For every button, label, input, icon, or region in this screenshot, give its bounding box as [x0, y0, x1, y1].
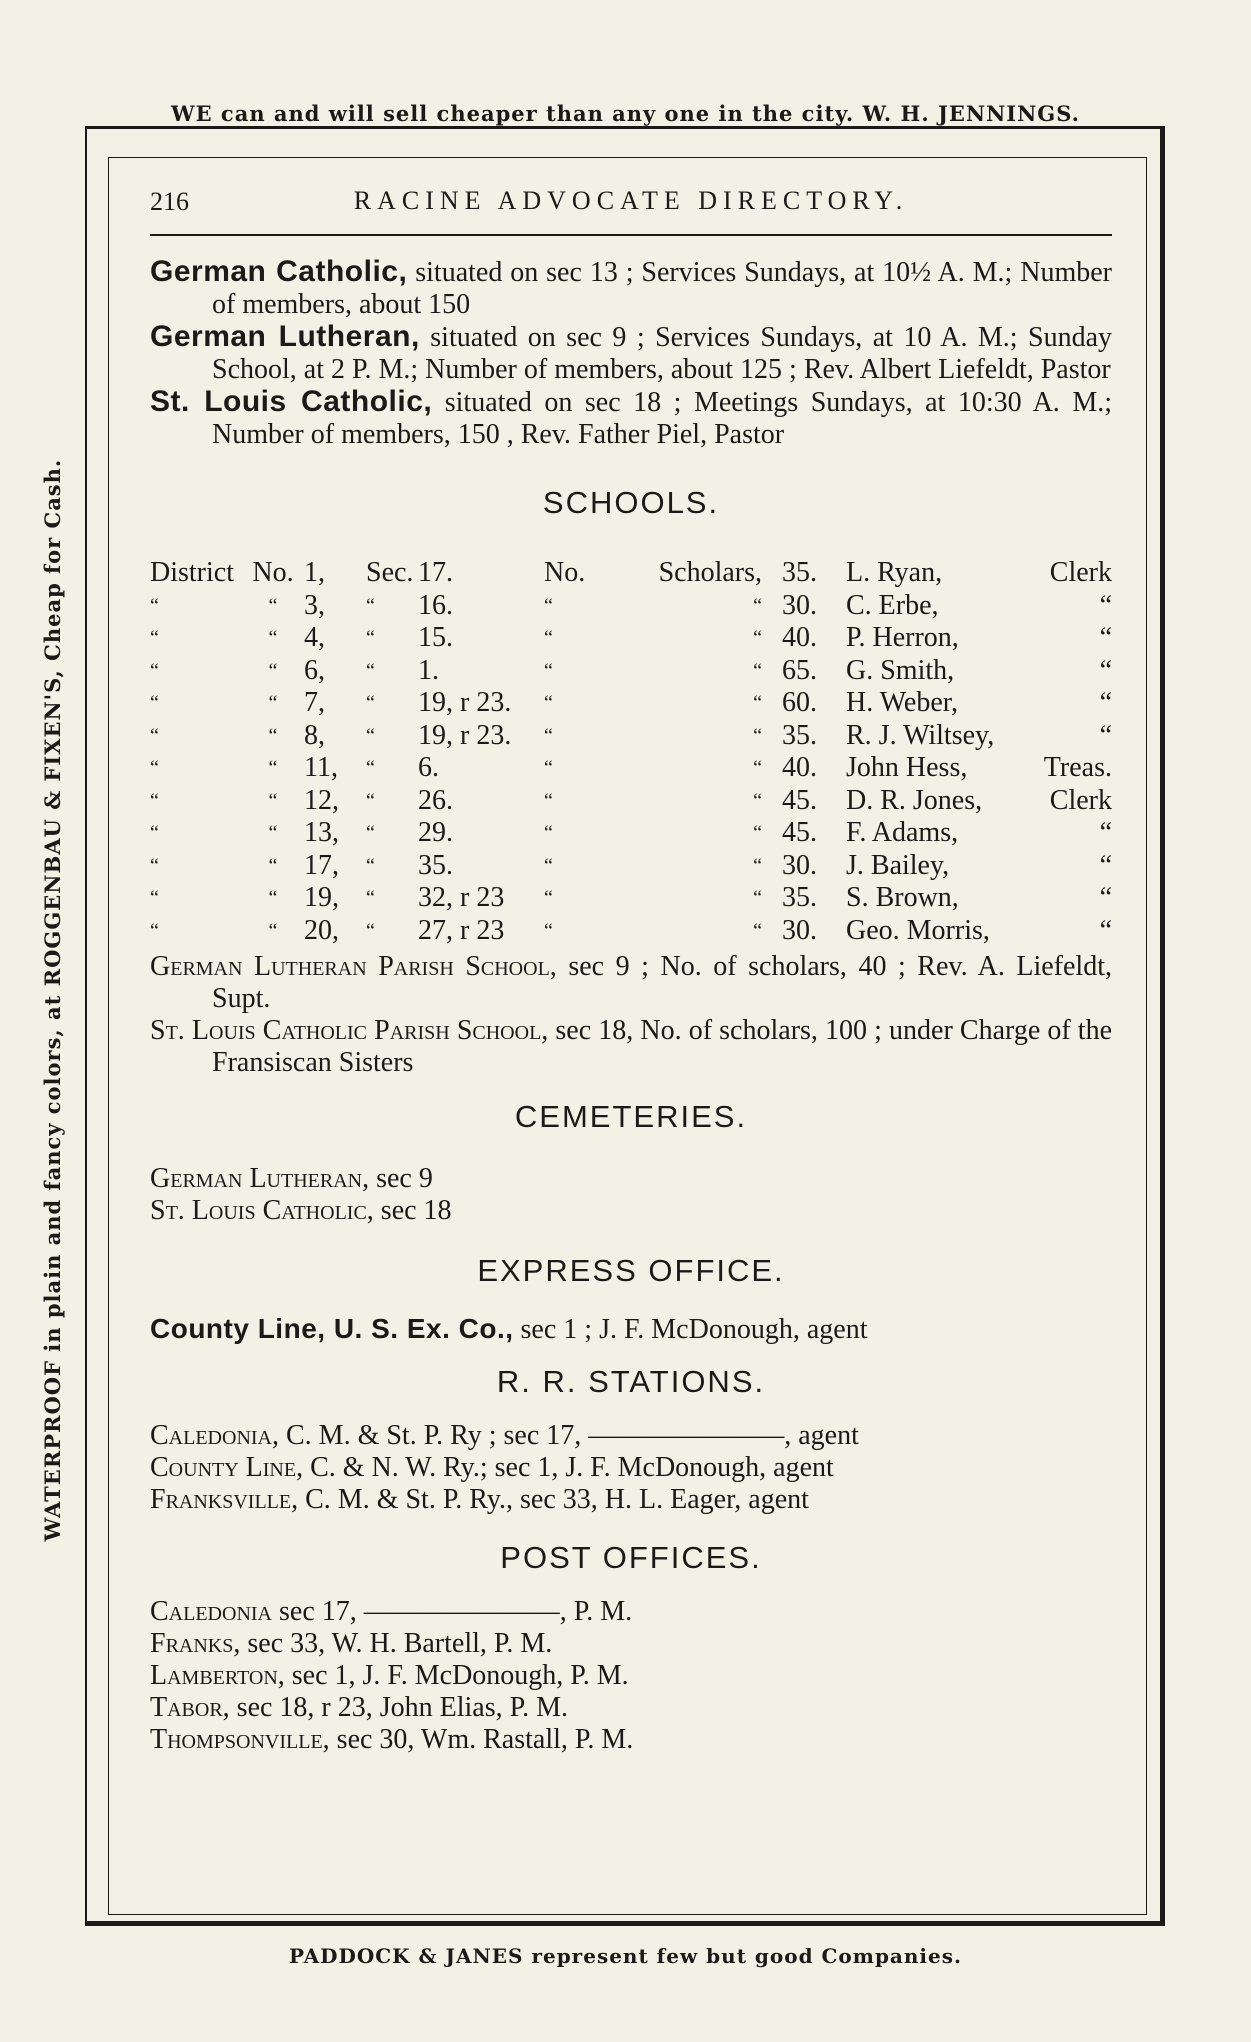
page-content — [150, 180, 1112, 1756]
table-cell: 45. — [782, 817, 817, 849]
table-cell: D. R. Jones, — [846, 784, 983, 816]
school-row — [150, 817, 1112, 850]
table-cell: Clerk — [1049, 784, 1112, 816]
ditto-mark: “ — [150, 724, 159, 747]
page-number: 216 — [150, 187, 189, 216]
table-cell: “ — [1099, 849, 1112, 881]
table-cell: 35. — [418, 849, 453, 881]
table-cell: 3, — [304, 589, 325, 621]
ditto-mark: “ — [544, 724, 553, 747]
ditto-mark: “ — [366, 919, 375, 942]
cemetery-entry — [150, 1163, 1112, 1195]
ditto-mark: “ — [366, 659, 375, 682]
table-cell: 40. — [782, 752, 817, 784]
express-entry — [150, 1313, 1112, 1346]
ditto-mark: “ — [268, 822, 278, 845]
post-office-details: sec 30, Wm. Rastall, P. M. — [336, 1724, 634, 1755]
side-advertisement: WATERPROOF in plain and fancy colors, at ROGGENBAU & FIXEN'S, Cheap for Cash. — [40, 458, 65, 1542]
ditto-mark: “ — [753, 724, 762, 747]
ditto-mark: “ — [150, 659, 159, 682]
table-cell: 15. — [418, 622, 453, 654]
ditto-mark: “ — [366, 789, 375, 812]
ditto-mark: “ — [268, 692, 278, 715]
ditto-mark: “ — [150, 594, 159, 617]
ditto-mark: “ — [753, 659, 762, 682]
cemeteries-heading: CEMETERIES. — [514, 1099, 748, 1134]
table-cell: Geo. Morris, — [846, 914, 990, 946]
table-cell: C. Erbe, — [846, 589, 939, 621]
parish-schools — [150, 951, 1112, 1079]
ditto-mark: “ — [544, 627, 553, 650]
table-cell: 30. — [782, 589, 817, 621]
schools-table — [150, 557, 1112, 947]
ditto-mark: “ — [753, 854, 762, 877]
post-office-name: Caledonia — [150, 1596, 272, 1627]
church-details: situated on sec 13 ; Services Sundays, at 10½ A. M.; Number of members, about 150 — [212, 257, 1112, 320]
table-cell: G. Smith, — [846, 654, 955, 686]
parish-school-entry — [150, 1015, 1112, 1079]
table-cell: 32, r 23 — [418, 882, 505, 914]
table-cell: S. Brown, — [846, 882, 959, 914]
parish-school-name: German Lutheran Parish School, — [150, 951, 557, 982]
table-cell: 11, — [304, 752, 338, 784]
table-cell: 45. — [782, 784, 817, 816]
school-row — [150, 687, 1112, 720]
table-cell: No. — [544, 557, 586, 589]
ditto-mark: “ — [753, 919, 762, 942]
cemeteries-list — [150, 1163, 1112, 1227]
rr-station-entry — [150, 1484, 1112, 1516]
table-cell: 12, — [304, 784, 339, 816]
table-cell: H. Weber, — [846, 687, 958, 719]
ditto-mark: “ — [753, 887, 762, 910]
ditto-mark: “ — [753, 627, 762, 650]
cemetery-location: sec 18 — [380, 1195, 452, 1226]
table-cell: “ — [1099, 882, 1112, 914]
ditto-mark: “ — [544, 594, 553, 617]
table-cell: Treas. — [1043, 752, 1112, 784]
page-title: RACINE ADVOCATE DIRECTORY. — [353, 186, 909, 215]
ditto-mark: “ — [544, 887, 553, 910]
ditto-mark: “ — [366, 594, 375, 617]
post-office-details: sec 33, W. H. Bartell, P. M. — [247, 1628, 553, 1659]
express-heading: EXPRESS OFFICE. — [477, 1253, 785, 1288]
ditto-mark: “ — [753, 789, 762, 812]
table-cell: Sec. — [366, 557, 414, 589]
ditto-mark: “ — [753, 822, 762, 845]
church-details: situated on sec 9 ; Services Sundays, at 10 A. M.; Sunday School, at 2 P. M.; Number of members, about 125 ; Rev. Albert Liefeldt, Pastor — [212, 322, 1112, 385]
table-cell: 17. — [418, 557, 453, 589]
church-entry — [150, 256, 1112, 321]
church-name: German Lutheran, — [150, 320, 420, 353]
school-row — [150, 655, 1112, 688]
table-cell: 8, — [304, 719, 325, 751]
table-cell: 40. — [782, 622, 817, 654]
ditto-mark: “ — [268, 887, 278, 910]
table-cell: 7, — [304, 687, 325, 719]
church-entry — [150, 321, 1112, 386]
ditto-mark: “ — [366, 627, 375, 650]
church-name: St. Louis Catholic, — [150, 385, 433, 418]
church-entry — [150, 386, 1112, 451]
post-offices-heading: POST OFFICES. — [500, 1540, 762, 1575]
school-row — [150, 752, 1112, 785]
table-cell: P. Herron, — [846, 622, 959, 654]
table-cell: 30. — [782, 914, 817, 946]
ditto-mark: “ — [366, 692, 375, 715]
ditto-mark: “ — [366, 757, 375, 780]
ditto-mark: “ — [268, 919, 278, 942]
ditto-mark: “ — [150, 757, 159, 780]
cemetery-name: German Lutheran, — [150, 1163, 370, 1194]
table-cell: Scholars, — [658, 557, 762, 589]
table-cell: 60. — [782, 687, 817, 719]
rr-station-entry — [150, 1452, 1112, 1484]
table-cell: J. Bailey, — [846, 849, 950, 881]
bottom-advertisement: PADDOCK & JANES represent few but good Companies. — [289, 1944, 962, 1968]
schools-heading: SCHOOLS. — [542, 485, 720, 520]
post-office-details: sec 17, ———————, P. M. — [279, 1596, 633, 1627]
ditto-mark: “ — [366, 887, 375, 910]
rr-station-name: County Line, — [150, 1452, 304, 1483]
ditto-mark: “ — [753, 757, 762, 780]
ditto-mark: “ — [268, 789, 278, 812]
church-name: German Catholic, — [150, 255, 408, 288]
table-cell: 26. — [418, 784, 453, 816]
rr-station-name: Caledonia, — [150, 1420, 279, 1451]
table-cell: 35. — [782, 557, 817, 589]
table-cell: 19, r 23. — [418, 687, 512, 719]
table-cell: 35. — [782, 882, 817, 914]
post-office-entry — [150, 1596, 1112, 1628]
post-office-name: Thompsonville, — [150, 1724, 330, 1755]
table-cell: John Hess, — [846, 752, 968, 784]
table-cell: 17, — [304, 849, 339, 881]
table-cell: L. Ryan, — [846, 557, 943, 589]
table-cell: F. Adams, — [846, 817, 959, 849]
post-office-entry — [150, 1660, 1112, 1692]
cemetery-entry — [150, 1195, 1112, 1227]
table-cell: 65. — [782, 654, 817, 686]
post-offices-list — [150, 1596, 1112, 1756]
table-cell: No. — [252, 557, 294, 589]
ditto-mark: “ — [753, 692, 762, 715]
ditto-mark: “ — [150, 854, 159, 877]
parish-school-details: sec 18, No. of scholars, 100 ; under Charge of the Fransiscan Sisters — [212, 1015, 1113, 1078]
ditto-mark: “ — [150, 822, 159, 845]
table-cell: 16. — [418, 589, 453, 621]
express-company: County Line, U. S. Ex. Co., — [150, 1313, 514, 1344]
page-header — [150, 180, 1112, 220]
school-row — [150, 850, 1112, 883]
table-cell: R. J. Wiltsey, — [846, 719, 995, 751]
table-cell: 4, — [304, 622, 325, 654]
table-cell: 20, — [304, 914, 339, 946]
ditto-mark: “ — [366, 822, 375, 845]
table-cell: “ — [1099, 589, 1112, 621]
table-cell: “ — [1099, 622, 1112, 654]
ditto-mark: “ — [544, 692, 553, 715]
post-office-entry — [150, 1692, 1112, 1724]
ditto-mark: “ — [544, 757, 553, 780]
post-office-name: Franks, — [150, 1628, 241, 1659]
ditto-mark: “ — [268, 594, 278, 617]
table-cell: 1. — [418, 654, 439, 686]
table-cell: 19, r 23. — [418, 719, 512, 751]
ditto-mark: “ — [268, 724, 278, 747]
cemetery-name: St. Louis Catholic, — [150, 1195, 374, 1226]
table-cell: 30. — [782, 849, 817, 881]
table-cell: 27, r 23 — [418, 914, 505, 946]
table-cell: “ — [1099, 719, 1112, 751]
post-office-name: Tabor, — [150, 1692, 230, 1723]
ditto-mark: “ — [150, 692, 159, 715]
table-cell: District — [150, 557, 234, 589]
post-office-entry — [150, 1628, 1112, 1660]
ditto-mark: “ — [150, 887, 159, 910]
ditto-mark: “ — [268, 627, 278, 650]
express-details: sec 1 ; J. F. McDonough, agent — [520, 1314, 868, 1345]
ditto-mark: “ — [544, 854, 553, 877]
rr-station-name: Franksville, — [150, 1484, 299, 1515]
school-row — [150, 622, 1112, 655]
rr-stations-list — [150, 1420, 1112, 1516]
table-cell: 13, — [304, 817, 339, 849]
table-cell: Clerk — [1049, 557, 1112, 589]
school-row — [150, 590, 1112, 623]
ditto-mark: “ — [268, 659, 278, 682]
table-cell: 6, — [304, 654, 325, 686]
post-office-details: sec 1, J. F. McDonough, P. M. — [291, 1660, 629, 1691]
cemetery-location: sec 9 — [376, 1163, 433, 1194]
post-office-entry — [150, 1724, 1112, 1756]
ditto-mark: “ — [150, 919, 159, 942]
ditto-mark: “ — [544, 919, 553, 942]
table-cell: “ — [1099, 687, 1112, 719]
ditto-mark: “ — [544, 822, 553, 845]
table-cell: “ — [1099, 914, 1112, 946]
table-cell: 35. — [782, 719, 817, 751]
table-cell: 6. — [418, 752, 439, 784]
top-advertisement: WE can and will sell cheaper than any one in the city. W. H. JENNINGS. — [171, 101, 1080, 126]
school-row — [150, 785, 1112, 818]
school-row — [150, 882, 1112, 915]
rr-station-details: C. M. & St. P. Ry., sec 33, H. L. Eager, agent — [305, 1484, 809, 1515]
post-office-name: Lamberton, — [150, 1660, 285, 1691]
header-rule — [150, 234, 1112, 236]
ditto-mark: “ — [150, 627, 159, 650]
table-cell: 29. — [418, 817, 453, 849]
ditto-mark: “ — [268, 854, 278, 877]
ditto-mark: “ — [366, 854, 375, 877]
table-cell: 19, — [304, 882, 339, 914]
parish-school-entry — [150, 951, 1112, 1015]
post-office-details: sec 18, r 23, John Elias, P. M. — [236, 1692, 568, 1723]
school-row — [150, 915, 1112, 948]
churches-list — [150, 256, 1112, 451]
ditto-mark: “ — [544, 659, 553, 682]
table-cell: 1, — [304, 557, 325, 589]
schools-header-row — [150, 557, 1112, 590]
table-cell: “ — [1099, 817, 1112, 849]
ditto-mark: “ — [544, 789, 553, 812]
rr-station-entry — [150, 1420, 1112, 1452]
school-row — [150, 720, 1112, 753]
table-cell: “ — [1099, 654, 1112, 686]
rr-station-details: C. M. & St. P. Ry ; sec 17, ———————, agent — [286, 1420, 859, 1451]
rr-stations-heading: R. R. STATIONS. — [496, 1364, 766, 1399]
church-details: situated on sec 18 ; Meetings Sundays, at 10:30 A. M.; Number of members, 150 , Rev. Father Piel, Pastor — [212, 387, 1113, 450]
ditto-mark: “ — [753, 594, 762, 617]
ditto-mark: “ — [366, 724, 375, 747]
rr-station-details: C. & N. W. Ry.; sec 1, J. F. McDonough, agent — [310, 1452, 834, 1483]
ditto-mark: “ — [268, 757, 278, 780]
parish-school-name: St. Louis Catholic Parish School, — [150, 1015, 549, 1046]
parish-school-details: sec 9 ; No. of scholars, 40 ; Rev. A. Liefeldt, Supt. — [212, 951, 1112, 1014]
ditto-mark: “ — [150, 789, 159, 812]
